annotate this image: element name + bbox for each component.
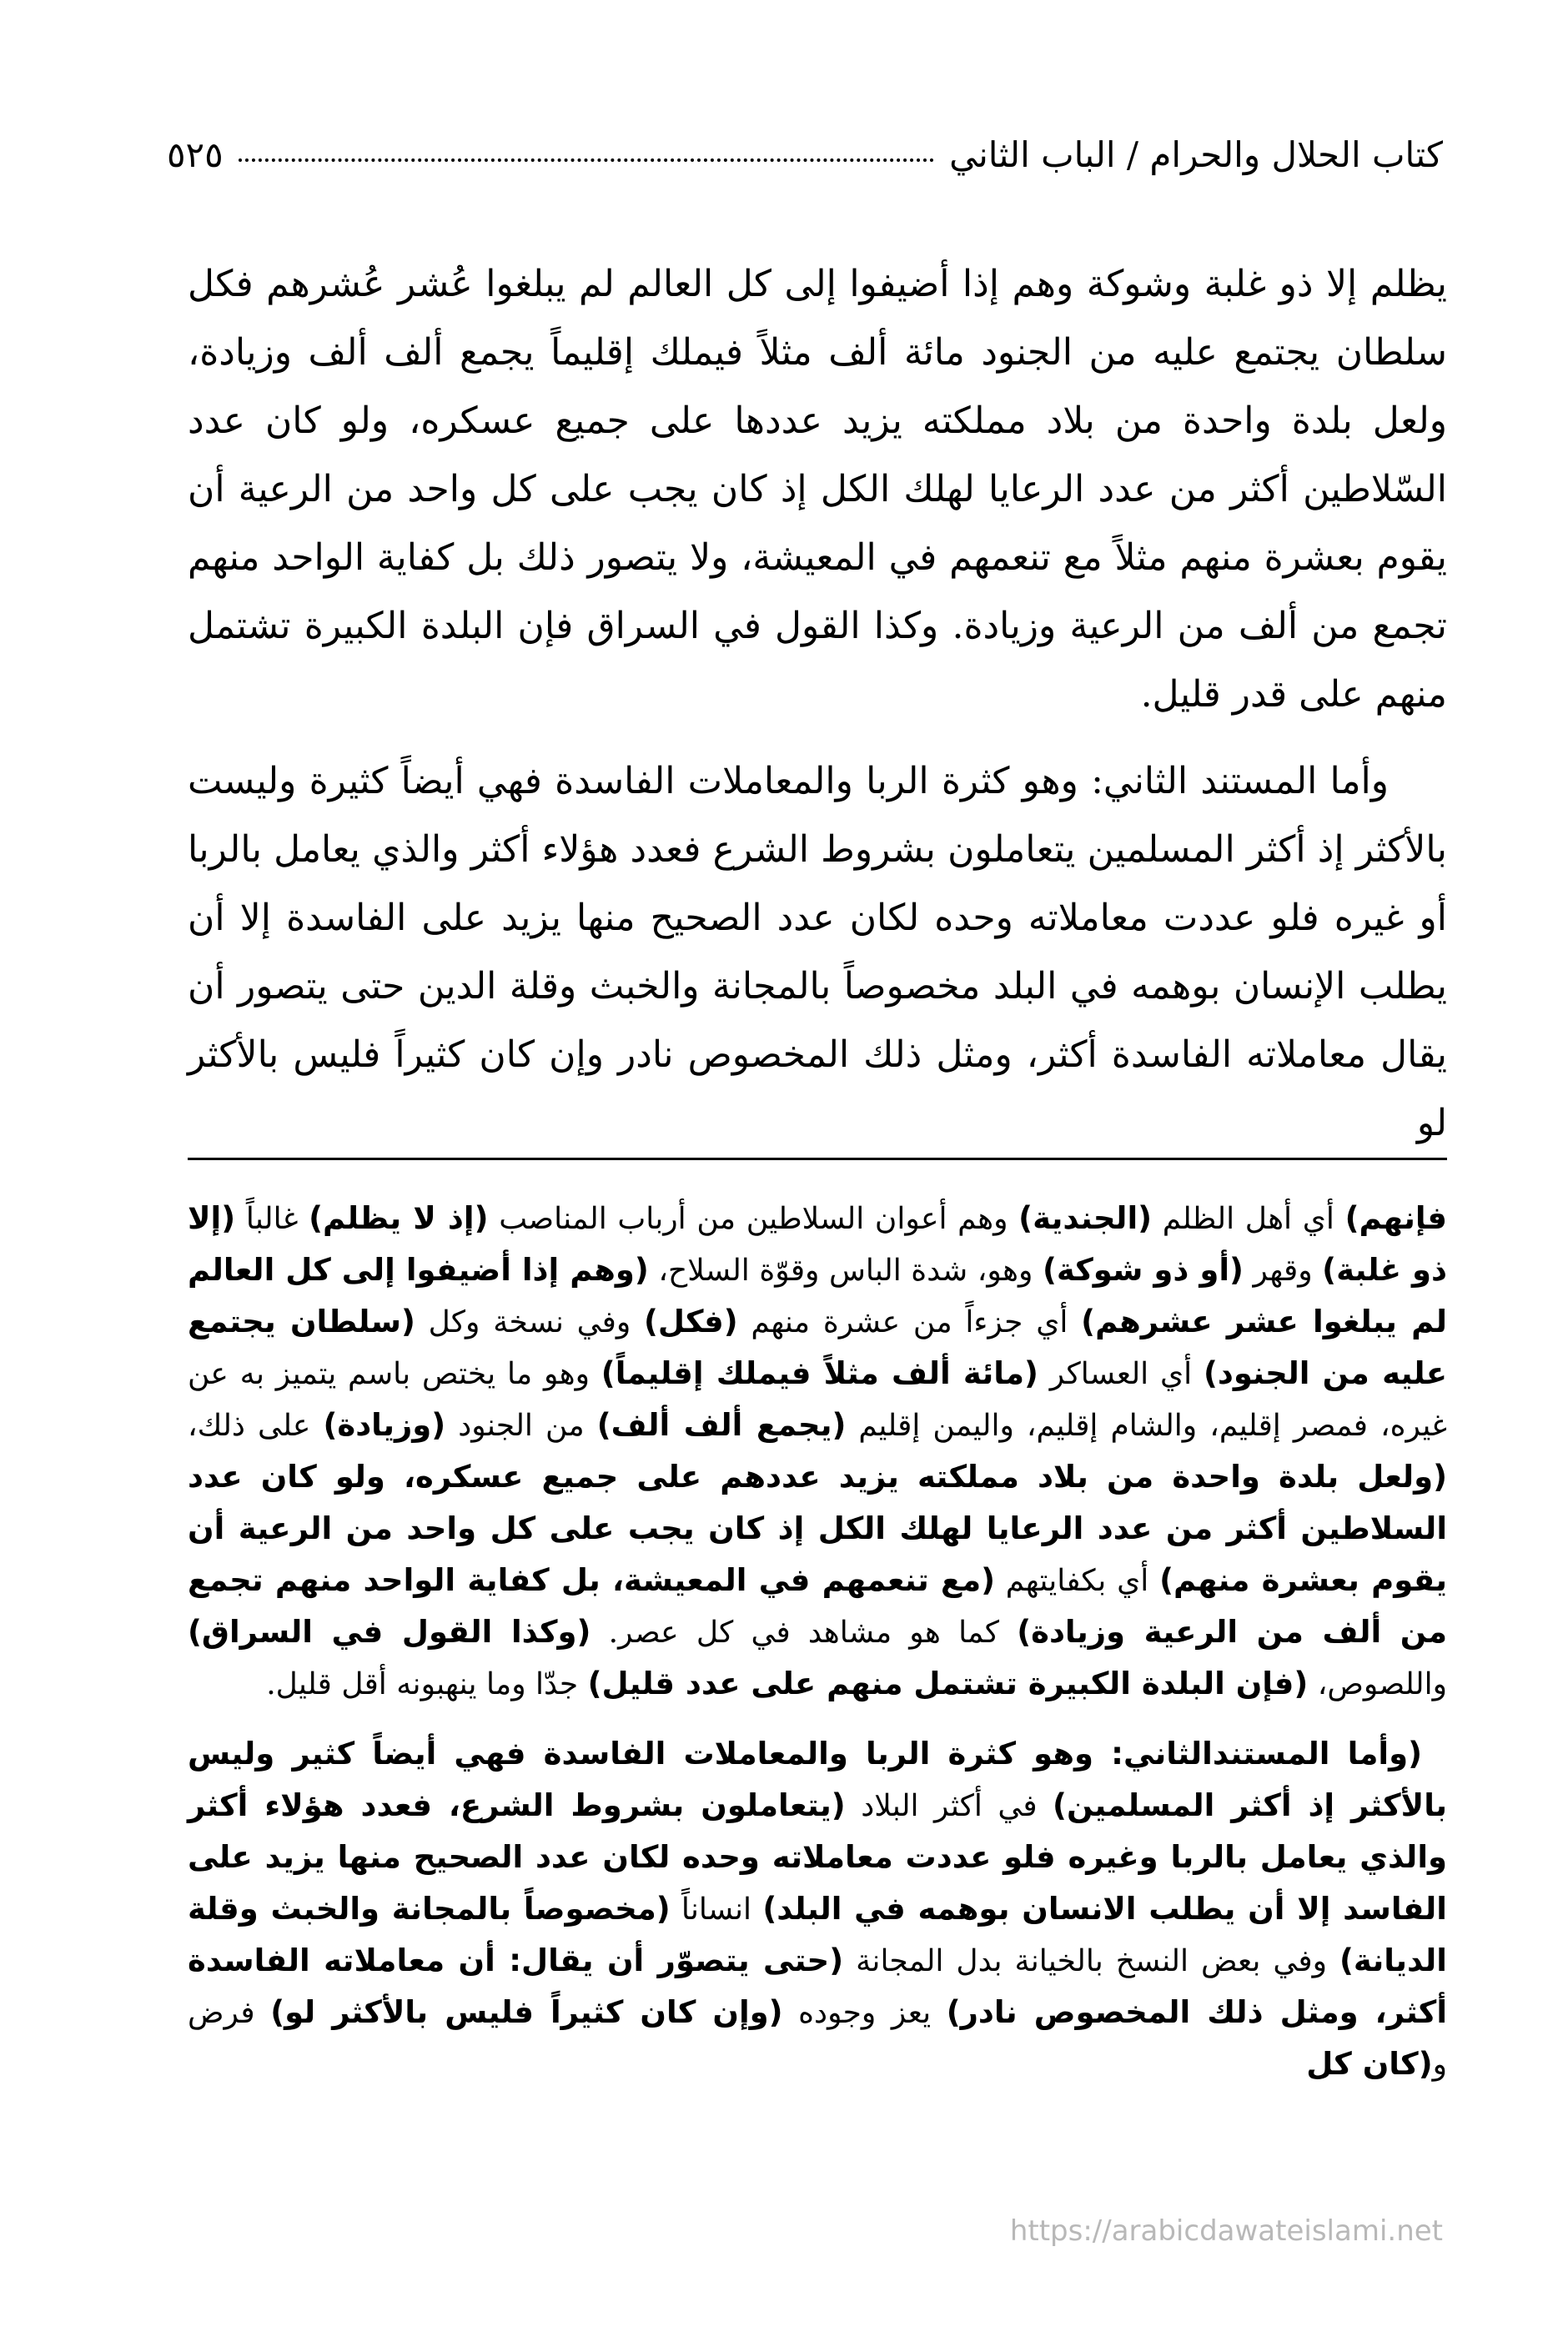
commentary-sharh-text: وهو ما يختص باسم يتميز به عن غيره، فمصر إقليم، والشام إقليم، واليمن إقليم: [188, 1357, 1448, 1443]
commentary-sharh-text: أي أهل الظلم: [1152, 1202, 1345, 1236]
page-number: ٥٢٥: [167, 133, 224, 175]
commentary-sharh-text: فرض و: [188, 1996, 1447, 2082]
commentary-sharh-text: كما هو مشاهد في كل عصر.: [591, 1616, 1018, 1650]
commentary-matn-quote: (فكل): [644, 1304, 738, 1339]
commentary-sharh-text: يعز وجوده: [782, 1996, 947, 2030]
commentary-matn-quote: (حتى يتصوّر أن يقال: أن معاملاته الفاسدة أكثر، ومثل ذلك المخصوص نادر): [188, 1942, 1448, 2030]
running-head: [167, 125, 1443, 183]
commentary-matn-quote: (إذ لا يظلم): [309, 1200, 489, 1236]
commentary-matn-quote: (أو ذو شوكة): [1042, 1252, 1244, 1288]
commentary-matn-quote: (يتعاملون بشروط الشرع، فعدد هؤلاء أكثر والذي يعامل بالربا وغيره فلو عددت معاملاته وحده لكان عدد الصحيح منها يزيد على الفاسد إلا أن يطلب الانسان بوهمه في البلد): [188, 1787, 1447, 1927]
commentary-matn-quote: (يجمع ألف ألف): [596, 1407, 847, 1443]
commentary-matn-quote: (إلا ذو غلبة): [188, 1200, 1447, 1288]
commentary-matn-quote: (الجندية): [1018, 1200, 1153, 1236]
commentary-matn-quote: فإنهم): [1344, 1200, 1447, 1236]
running-head-dots: [239, 147, 934, 162]
commentary-sharh-text: وفي نسخة وكل: [415, 1305, 645, 1339]
commentary-matn-quote: (وهم إذا أضيفوا إلى كل العالم لم يبلغوا عشر عشرهم): [188, 1252, 1448, 1339]
main-paragraph-1: يظلم إلا ذو غلبة وشوكة وهم إذا أضيفوا إلى كل العالم لم يبلغوا عُشر عُشرهم فكل سلطان يجتمع عليه من الجنود مائة ألف مثلاً فيملك إقليماً يجمع ألف ألف وزيادة، ولعل بلدة واحدة من بلاد مملكته يزيد عددها على جميع عسكره، ولو كان عدد السّلاطين أكثر من عدد الرعايا لهلك الكل إذ كان يجب على كل واحد من الرعية أن يقوم بعشرة منهم مثلاً مع تنعمهم في المعيشة، ولا يتصور ذلك بل كفاية الواحد منهم تجمع من ألف من الرعية وزيادة. وكذا القول في السراق فإن البلدة الكبيرة تشتمل منهم على قدر قليل.: [188, 263, 1447, 716]
main-text: [188, 250, 1447, 1158]
commentary-sharh-text: أي العساكر: [1038, 1357, 1204, 1391]
commentary-matn-quote: (وكذا القول في السراق): [188, 1614, 591, 1650]
running-head-title: كتاب الحلال والحرام / الباب الثاني: [949, 133, 1443, 175]
commentary-matn-quote: (مخصوصاً بالمجانة والخبث وقلة الديانة): [188, 1891, 1447, 1978]
commentary-sharh-text: وقهر: [1243, 1254, 1323, 1288]
commentary-paragraph-1: [188, 1193, 1447, 1710]
commentary-sharh-text: جدّا وما ينهبونه أقل قليل.: [266, 1667, 588, 1701]
commentary-matn-quote: (ولعل بلدة واحدة من بلاد مملكته يزيد عددهم على جميع عسكره، ولو كان عدد السلاطين أكثر من عدد الرعايا لهلك الكل إذ كان يجب على كل واحد من الرعية أن يقوم بعشرة منهم): [188, 1459, 1448, 1598]
commentary-sharh-text: أي جزءاً من عشرة منهم: [737, 1305, 1082, 1339]
commentary-matn-quote: (وإن كان كثيراً فليس بالأكثر لو): [270, 1994, 783, 2030]
commentary-matn-quote: (وأما المستندالثاني: وهو كثرة الربا والمعاملات الفاسدة فهي أيضاً كثير وليس بالأكثر إذ أكثر المسلمين): [188, 1736, 1447, 1823]
commentary-sharh-text: وفي بعض النسخ بالخيانة بدل المجانة: [843, 1944, 1340, 1978]
commentary-paragraph-2: [188, 1728, 1447, 2090]
commentary-matn-quote: (مائة ألف مثلاً فيملك إقليماً): [601, 1355, 1038, 1391]
commentary-matn-quote: (كان كل: [1306, 2046, 1433, 2082]
commentary-sharh-text: غالباً: [235, 1202, 309, 1236]
commentary-sharh-text: وهم أعوان السلاطين من أرباب المناصب: [488, 1202, 1019, 1236]
commentary-sharh-text: أي بكفايتهم: [995, 1564, 1160, 1598]
watermark-url: https://arabicdawateislami.net: [1009, 2214, 1443, 2248]
commentary-sharh-text: انساناً: [670, 1892, 763, 1927]
commentary-sharh-text: واللصوص،: [1308, 1667, 1447, 1701]
commentary-sharh-text: وهو، شدة الباس وقوّة السلاح،: [648, 1254, 1043, 1288]
commentary-matn-quote: (وزيادة): [323, 1407, 446, 1443]
footnote-divider: [188, 1158, 1447, 1160]
commentary: [188, 1193, 1447, 2090]
commentary-matn-quote: (سلطان يجتمع عليه من الجنود): [188, 1304, 1447, 1391]
main-paragraph-2: وأما المستند الثاني: وهو كثرة الربا والمعاملات الفاسدة فهي أيضاً كثيرة وليست بالأكثر إذ أكثر المسلمين يتعاملون بشروط الشرع فعدد هؤلاء أكثر والذي يعامل بالربا أو غيره فلو عددت معاملاته وحده لكان عدد الصحيح منها يزيد على الفاسدة إلا أن يطلب الإنسان بوهمه في البلد مخصوصاً بالمجانة والخبث وقلة الدين حتى يتصور أن يقال معاملاته الفاسدة أكثر، ومثل ذلك المخصوص نادر وإن كان كثيراً فليس بالأكثر لو: [188, 760, 1447, 1144]
commentary-sharh-text: في أكثر البلاد: [845, 1789, 1053, 1823]
commentary-matn-quote: (فإن البلدة الكبيرة تشتمل منهم على عدد قليل): [587, 1666, 1309, 1701]
commentary-matn-quote: (مع تنعمهم في المعيشة، بل كفاية الواحد منهم تجمع من ألف من الرعية وزيادة): [188, 1562, 1447, 1650]
commentary-sharh-text: من الجنود: [445, 1409, 597, 1443]
commentary-sharh-text: على ذلك،: [188, 1409, 324, 1443]
